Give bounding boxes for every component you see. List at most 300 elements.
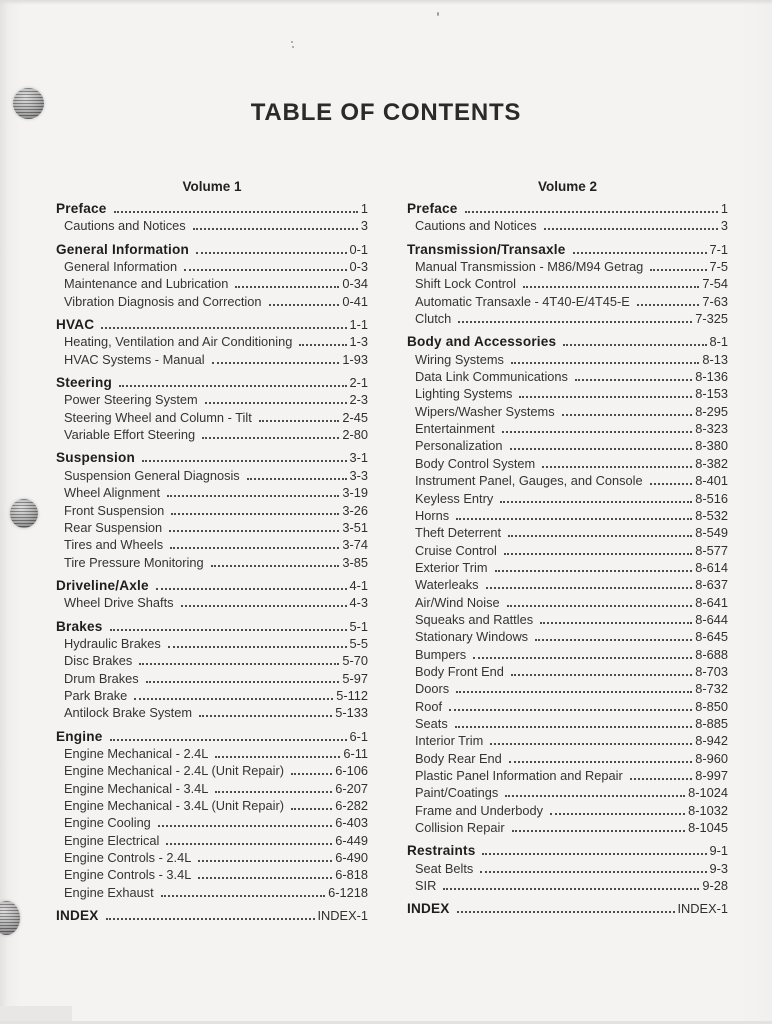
entry-label: SIR	[415, 878, 437, 894]
dot-leader	[542, 463, 692, 468]
dot-leader	[511, 671, 692, 676]
page-number: 0-3	[349, 259, 368, 275]
toc-item-row	[56, 653, 368, 670]
toc-item-row	[56, 218, 368, 235]
toc-item-row	[56, 850, 368, 867]
entry-label: HVAC Systems - Manual	[64, 351, 205, 367]
dot-leader	[269, 301, 340, 306]
dot-leader	[550, 810, 685, 815]
dot-leader	[215, 753, 340, 758]
dot-leader	[184, 266, 346, 271]
page-number: 8-688	[695, 646, 728, 662]
toc-item-row	[407, 647, 728, 664]
page-number: 8-323	[695, 421, 728, 437]
toc-item-row	[407, 751, 728, 768]
page-number: INDEX-1	[677, 901, 728, 917]
volume-2-header: Volume 2	[537, 179, 598, 194]
toc-section	[56, 908, 368, 925]
entry-label: Stationary Windows	[415, 629, 529, 645]
dot-leader	[134, 695, 333, 700]
entry-label: Horns	[415, 507, 450, 523]
entry-label: Heating, Ventilation and Air Conditioning	[64, 334, 293, 350]
toc-item-row	[407, 716, 728, 733]
dot-leader	[650, 266, 706, 271]
page-number: 6-106	[335, 763, 368, 779]
scan-speck	[437, 12, 439, 16]
page-number: 5-133	[335, 705, 368, 721]
toc-section	[56, 242, 368, 311]
toc-section-row	[407, 843, 728, 860]
page-number: 9-1	[709, 843, 728, 859]
entry-label: Seat Belts	[415, 860, 474, 876]
page-number: 3-26	[342, 502, 368, 518]
toc-item-row	[407, 456, 728, 473]
toc-section	[56, 375, 368, 444]
dot-leader	[508, 532, 692, 537]
entry-label: Engine Cooling	[64, 815, 151, 831]
dot-leader	[502, 428, 693, 433]
dot-leader	[181, 602, 347, 607]
toc-item-row	[56, 595, 368, 612]
page-number: 6-282	[335, 798, 368, 813]
binder-hole-icon	[10, 499, 38, 528]
dot-leader	[523, 283, 699, 288]
scan-speck	[291, 41, 293, 43]
dot-leader	[198, 874, 332, 879]
toc-section-row	[56, 450, 368, 467]
dot-leader	[509, 758, 692, 763]
toc-item-row	[56, 503, 368, 520]
page-number: 6-11	[343, 745, 368, 761]
toc-item-row	[407, 404, 728, 421]
page-number: 3-85	[342, 554, 368, 570]
dot-leader	[637, 301, 700, 306]
page-number: 8-703	[695, 663, 728, 679]
dot-leader	[291, 770, 332, 775]
page-number: 5-97	[342, 670, 368, 686]
dot-leader	[511, 359, 699, 364]
entry-label: General Information	[64, 259, 178, 275]
toc-item-row	[407, 508, 728, 525]
section-title: Steering	[56, 375, 112, 391]
toc-section	[407, 242, 728, 329]
page-number: 8-382	[695, 455, 728, 471]
page-number: 7-54	[702, 276, 728, 292]
entry-label: Interior Trim	[415, 733, 484, 749]
toc-section-row	[56, 619, 368, 636]
dot-leader	[202, 434, 339, 439]
entry-label: Engine Controls - 2.4L	[64, 850, 192, 866]
page-number: 4-1	[349, 577, 368, 593]
dot-leader	[486, 584, 693, 589]
entry-label: Exterior Trim	[415, 559, 488, 575]
entry-label: Lighting Systems	[415, 386, 513, 402]
dot-leader	[171, 510, 339, 515]
toc-item-row	[56, 485, 368, 502]
dot-leader	[456, 688, 692, 693]
dot-leader	[465, 208, 718, 213]
entry-label: Tire Pressure Monitoring	[64, 554, 204, 570]
toc-item-row	[56, 334, 368, 351]
section-title: INDEX	[407, 901, 450, 917]
dot-leader	[562, 411, 693, 416]
toc-item-row	[407, 699, 728, 716]
toc-column-volume-1	[56, 201, 368, 925]
page-number: 8-532	[695, 507, 728, 523]
entry-label: Cautions and Notices	[64, 218, 186, 234]
dot-leader	[106, 915, 315, 920]
entry-label: Antilock Brake System	[64, 705, 193, 721]
dot-leader	[495, 567, 693, 572]
dot-leader	[505, 792, 685, 797]
toc-item-row	[407, 386, 728, 403]
toc-item-row	[56, 763, 368, 780]
dot-leader	[212, 359, 340, 364]
dot-leader	[161, 892, 325, 897]
section-title: Restraints	[407, 843, 476, 859]
dot-leader	[235, 283, 339, 288]
dot-leader	[110, 626, 347, 631]
toc-section-row	[56, 201, 368, 218]
toc-item-row	[407, 369, 728, 386]
toc-item-row	[407, 525, 728, 542]
page-number: 3-19	[342, 485, 368, 501]
page-number: 8-641	[695, 594, 728, 610]
toc-item-row	[56, 427, 368, 444]
dot-leader	[169, 527, 339, 532]
toc-section	[407, 334, 728, 837]
dot-leader	[146, 678, 340, 683]
entry-label: Power Steering System	[64, 392, 198, 408]
toc-item-row	[56, 294, 368, 311]
entry-label: Wiring Systems	[415, 351, 504, 367]
page-number: 8-1032	[688, 802, 728, 818]
toc-section	[56, 450, 368, 571]
page-number: 2-45	[342, 409, 368, 425]
toc-section-row	[407, 201, 728, 218]
toc-item-row	[56, 781, 368, 798]
page-number: 1	[720, 201, 728, 216]
entry-label: Wipers/Washer Systems	[415, 403, 555, 419]
toc-item-row	[407, 421, 728, 438]
section-title: INDEX	[56, 908, 99, 924]
toc-item-row	[407, 294, 728, 311]
dot-leader	[101, 324, 346, 329]
toc-item-row	[407, 543, 728, 560]
page-title: TABLE OF CONTENTS	[250, 99, 522, 126]
dot-leader	[215, 788, 332, 793]
page-number: 1	[360, 201, 368, 216]
toc-item-row	[56, 867, 368, 884]
page-number: 3-3	[349, 467, 368, 483]
page-number: 2-80	[342, 427, 368, 443]
page-number: 4-3	[349, 595, 368, 611]
dot-leader	[205, 399, 347, 404]
page-number: 8-516	[695, 490, 728, 506]
toc-item-row	[407, 612, 728, 629]
toc-section-row	[56, 729, 368, 746]
dot-leader	[500, 498, 692, 503]
entry-label: Personalization	[415, 438, 503, 454]
page-number: 6-1218	[328, 884, 368, 900]
dot-leader	[563, 341, 706, 346]
dot-leader	[114, 208, 358, 213]
dot-leader	[193, 225, 358, 230]
toc-section-row	[56, 908, 368, 925]
page-number: 3-1	[349, 450, 368, 466]
page-number: 8-614	[695, 559, 728, 575]
page-number: 8-136	[695, 369, 728, 385]
dot-leader	[449, 706, 692, 711]
toc-item-row	[407, 629, 728, 646]
entry-label: Suspension General Diagnosis	[64, 467, 240, 483]
entry-label: Front Suspension	[64, 502, 165, 518]
toc-item-row	[407, 785, 728, 802]
dot-leader	[504, 550, 692, 555]
page-number: 8-885	[695, 715, 728, 731]
dot-leader	[291, 805, 332, 810]
toc-item-row	[407, 820, 728, 837]
entry-label: Hydraulic Brakes	[64, 635, 161, 651]
toc-column-volume-2	[407, 201, 728, 919]
toc-item-row	[56, 636, 368, 653]
dot-leader	[299, 341, 346, 346]
dot-leader	[167, 492, 339, 497]
page-number: 6-403	[335, 815, 368, 831]
entry-label: Body Front End	[415, 663, 504, 679]
dot-leader	[473, 654, 692, 659]
entry-label: Engine Mechanical - 2.4L	[64, 745, 209, 761]
page-number: 1-93	[342, 351, 368, 367]
page-number: 8-645	[695, 629, 728, 645]
toc-item-row	[56, 352, 368, 369]
toc-section	[56, 201, 368, 236]
toc-item-row	[407, 438, 728, 455]
toc-item-row	[56, 798, 368, 815]
page-number: 6-1	[349, 728, 368, 744]
toc-section-row	[407, 334, 728, 351]
dot-leader	[575, 376, 692, 381]
page-number: 3	[360, 218, 368, 234]
dot-leader	[650, 480, 693, 485]
dot-leader	[507, 602, 693, 607]
toc-section-row	[56, 317, 368, 334]
entry-label: Park Brake	[64, 687, 128, 703]
toc-item-row	[56, 468, 368, 485]
dot-leader	[573, 249, 707, 254]
page-number: 6-449	[335, 832, 368, 848]
entry-label: Squeaks and Rattles	[415, 611, 534, 627]
page-number: 8-577	[695, 542, 728, 558]
page-number: 8-1045	[688, 820, 728, 836]
toc-item-row	[407, 491, 728, 508]
toc-section	[56, 729, 368, 902]
dot-leader	[196, 249, 347, 254]
entry-label: Clutch	[415, 311, 452, 327]
toc-section-row	[56, 375, 368, 392]
toc-item-row	[56, 815, 368, 832]
entry-label: Cruise Control	[415, 542, 497, 558]
page-number: 3-51	[342, 519, 368, 535]
page-number: 6-490	[335, 850, 368, 866]
page-number: 8-1024	[688, 785, 728, 801]
toc-section	[407, 901, 728, 918]
dot-leader	[630, 775, 693, 780]
toc-section	[407, 843, 728, 895]
section-title: HVAC	[56, 317, 95, 333]
section-title: Transmission/Transaxle	[407, 241, 566, 257]
toc-item-row	[56, 392, 368, 409]
page-number: 7-63	[702, 293, 728, 309]
entry-label: Shift Lock Control	[415, 276, 517, 292]
toc-item-row	[407, 768, 728, 785]
page-number: 8-644	[695, 611, 728, 627]
toc-section-row	[56, 242, 368, 259]
page-number: 7-5	[709, 259, 728, 275]
entry-label: Rear Suspension	[64, 519, 163, 535]
dot-leader	[119, 382, 347, 387]
entry-label: Variable Effort Steering	[64, 427, 196, 443]
binder-hole-icon	[0, 901, 20, 935]
toc-item-row	[407, 803, 728, 820]
toc-item-row	[56, 671, 368, 688]
toc-item-row	[56, 410, 368, 427]
page-number: 9-3	[709, 860, 728, 876]
toc-item-row	[407, 352, 728, 369]
entry-label: Collision Repair	[415, 820, 505, 836]
dot-leader	[490, 740, 692, 745]
scan-edge-top	[0, 0, 772, 5]
page-number: 5-1	[349, 618, 368, 634]
entry-label: Theft Deterrent	[415, 525, 502, 541]
entry-label: Roof	[415, 698, 443, 714]
entry-label: Bumpers	[415, 646, 467, 662]
entry-label: Plastic Panel Information and Repair	[415, 768, 623, 783]
section-title: Suspension	[56, 450, 136, 466]
dot-leader	[142, 457, 346, 462]
section-title: Brakes	[56, 618, 103, 634]
entry-label: Waterleaks	[415, 577, 479, 593]
page-number: 8-732	[695, 681, 728, 697]
toc-section	[56, 317, 368, 369]
toc-item-row	[407, 276, 728, 293]
section-title: Engine	[56, 728, 103, 744]
entry-label: Instrument Panel, Gauges, and Console	[415, 473, 643, 489]
entry-label: Body Rear End	[415, 750, 502, 766]
entry-label: Manual Transmission - M86/M94 Getrag	[415, 259, 644, 275]
dot-leader	[544, 225, 718, 230]
entry-label: Maintenance and Lubrication	[64, 276, 229, 292]
entry-label: Wheel Drive Shafts	[64, 595, 174, 611]
toc-section	[56, 578, 368, 613]
volume-1-header: Volume 1	[182, 179, 242, 194]
entry-label: Vibration Diagnosis and Correction	[64, 293, 262, 309]
entry-label: Automatic Transaxle - 4T40-E/4T45-E	[415, 293, 630, 309]
toc-item-row	[407, 218, 728, 235]
toc-item-row	[407, 577, 728, 594]
dot-leader	[480, 868, 706, 873]
dot-leader	[198, 857, 332, 862]
dot-leader	[259, 417, 340, 422]
toc-item-row	[56, 537, 368, 554]
dot-leader	[456, 515, 692, 520]
toc-item-row	[56, 885, 368, 902]
section-title: Driveline/Axle	[56, 577, 149, 593]
page-number: 8-549	[695, 525, 728, 541]
toc-item-row	[56, 688, 368, 705]
entry-label: Body Control System	[415, 455, 536, 471]
toc-item-row	[407, 681, 728, 698]
entry-label: Air/Wind Noise	[415, 594, 500, 610]
dot-leader	[540, 619, 692, 624]
entry-label: Frame and Underbody	[415, 802, 544, 818]
toc-item-row	[407, 560, 728, 577]
dot-leader	[458, 318, 692, 323]
page-number: 8-997	[695, 768, 728, 783]
section-title: Body and Accessories	[407, 334, 557, 350]
page-number: 8-850	[695, 698, 728, 714]
dot-leader	[170, 544, 339, 549]
toc-item-row	[407, 311, 728, 328]
toc-item-row	[407, 664, 728, 681]
scan-speck	[292, 46, 294, 48]
page-number: 0-1	[349, 241, 368, 257]
page-number: 2-1	[349, 375, 368, 391]
toc-item-row	[407, 473, 728, 490]
toc-item-row	[56, 833, 368, 850]
page-number: 3	[720, 218, 728, 234]
page-number: 5-5	[349, 635, 368, 651]
section-title: General Information	[56, 241, 189, 257]
toc-item-row	[407, 733, 728, 750]
dot-leader	[457, 908, 675, 913]
toc-item-row	[407, 259, 728, 276]
entry-label: Drum Brakes	[64, 670, 139, 686]
toc-item-row	[56, 276, 368, 293]
toc-section-row	[56, 578, 368, 595]
dot-leader	[166, 840, 332, 845]
page-number: 1-3	[349, 334, 368, 350]
page-number: 8-960	[695, 750, 728, 766]
toc-item-row	[407, 861, 728, 878]
page-number: 5-70	[342, 653, 368, 669]
entry-label: Doors	[415, 681, 450, 697]
page-number: 8-1	[709, 334, 728, 350]
page-number: 7-325	[695, 311, 728, 327]
entry-label: Engine Electrical	[64, 832, 160, 848]
dot-leader	[199, 712, 332, 717]
page-number: 8-13	[702, 351, 728, 367]
entry-label: Seats	[415, 715, 448, 731]
dot-leader	[519, 393, 692, 398]
dot-leader	[168, 643, 347, 648]
dot-leader	[247, 475, 347, 480]
dot-leader	[110, 736, 347, 741]
page-number: 0-41	[342, 293, 368, 309]
page-number: 8-637	[695, 577, 728, 593]
page-number: 7-1	[709, 241, 728, 257]
dot-leader	[535, 636, 692, 641]
page-number: 8-942	[695, 733, 728, 749]
entry-label: Tires and Wheels	[64, 537, 164, 553]
page-number: 8-380	[695, 438, 728, 454]
entry-label: Paint/Coatings	[415, 785, 499, 801]
section-title: Preface	[56, 201, 107, 216]
page-number: 6-207	[335, 780, 368, 796]
entry-label: Data Link Communications	[415, 369, 568, 385]
toc-section-row	[407, 242, 728, 259]
page-number: 6-818	[335, 867, 368, 883]
